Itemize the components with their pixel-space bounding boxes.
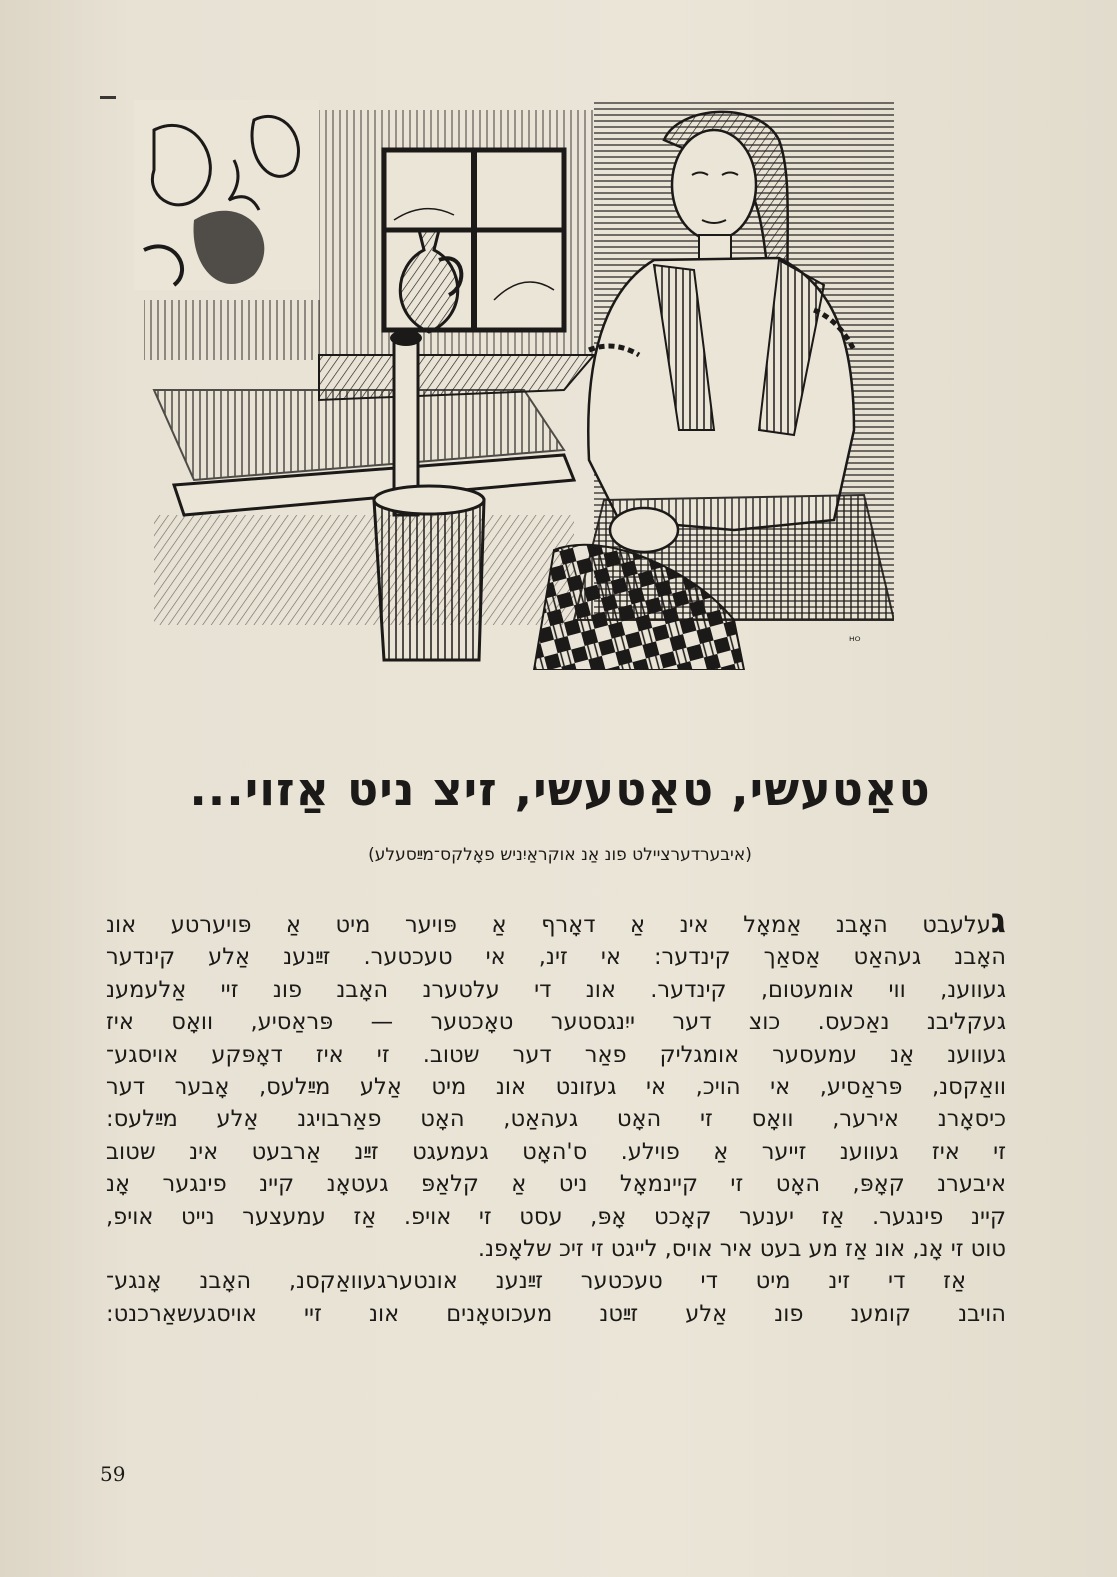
paragraph-2-line-1: אַז די זינ מיט די טעכטער זײַנענ אונטערגעוואַקסנ, האָבנ אָנגע־ <box>106 1268 966 1295</box>
paragraph-1-line-10: קיינ פינגער. אַז יענער קאָכט אָפּ, עסט זי אויפ. אַז עמעצער נייט אויפ, <box>106 1203 1006 1230</box>
paragraph-1-line-5: געווענ אַנ עמעסער אומגליק פאַר דער שטוב. זי איז דאָפּקע אויסגע־ <box>106 1041 1006 1068</box>
page-title: טאַטעשי, טאַטעשי, זיצ ניט אַזוי... <box>189 762 931 816</box>
story-text <box>106 901 1006 1330</box>
paragraph-2-line-2: הויבנ קומענ פונ אַלע זײַטנ מעכוטאָנים אונ זיי אויסגעשאַרכנט: <box>106 1300 1006 1327</box>
paragraph-1-line-7: כיסאָרנ אירער, וואָס זי האָט געהאַט, האָט פאַרבויגנ אַלע מײַלעס: <box>106 1106 1006 1133</box>
illustration-girl-by-window <box>134 100 894 670</box>
paragraph-1-line-4: געקליבנ נאַכעס. כוצ דער ייִנגסטער טאָכטער — פּראַסיע, וואָס איז <box>106 1009 1006 1036</box>
paragraph-1-line-11: טוט זי אָנ, אונ אַז מע בעט איר אויס, לייגט זי זיכ שלאָפנ. <box>477 1236 1006 1263</box>
paragraph-1-line-2: האָבנ געהאַט אַסאַך קינדער: אי זינ, אי טעכטער. זײַנענ אַלע קינדער <box>106 944 1006 971</box>
paragraph-1-line-1: געלעבט האָבנ אַמאָל אינ אַ דאָרף אַ פּויער מיט אַ פּויערטע אונ <box>106 901 1006 941</box>
page-subtitle: (איבערדערציילט פונ אַנ אוקראַיִניש פאָלקס־מײַסעלע) <box>368 845 752 865</box>
paragraph-1-line-8: זי איז געווענ זייער אַ פוילע. ס'האָט געמעגט זײַנ אַרבעט אינ שטוב <box>106 1138 1006 1165</box>
paragraph-1-line-9: איבערנ קאָפּ, האָט זי קיינמאָל ניט אַ קלאַפּ געטאָנ קיינ פינגער אָנ <box>106 1171 1006 1198</box>
page-number: 59 <box>100 1462 126 1486</box>
margin-mark <box>100 96 116 99</box>
drop-cap: ג <box>990 901 1006 941</box>
paragraph-1-line-6: וואַקסנ, פּראַסיע, אי הויכ, אי געזונט אונ מיט אַלע מײַלעס, אָבער דער <box>106 1074 1006 1101</box>
paragraph-1-line-3: געווענ, ווי אומעטום, קינדער. אונ די עלטערנ האָבנ פונ זיי אַלעמענ <box>106 976 1006 1003</box>
svg-text:ᴴᴼ: ᴴᴼ <box>849 634 861 648</box>
